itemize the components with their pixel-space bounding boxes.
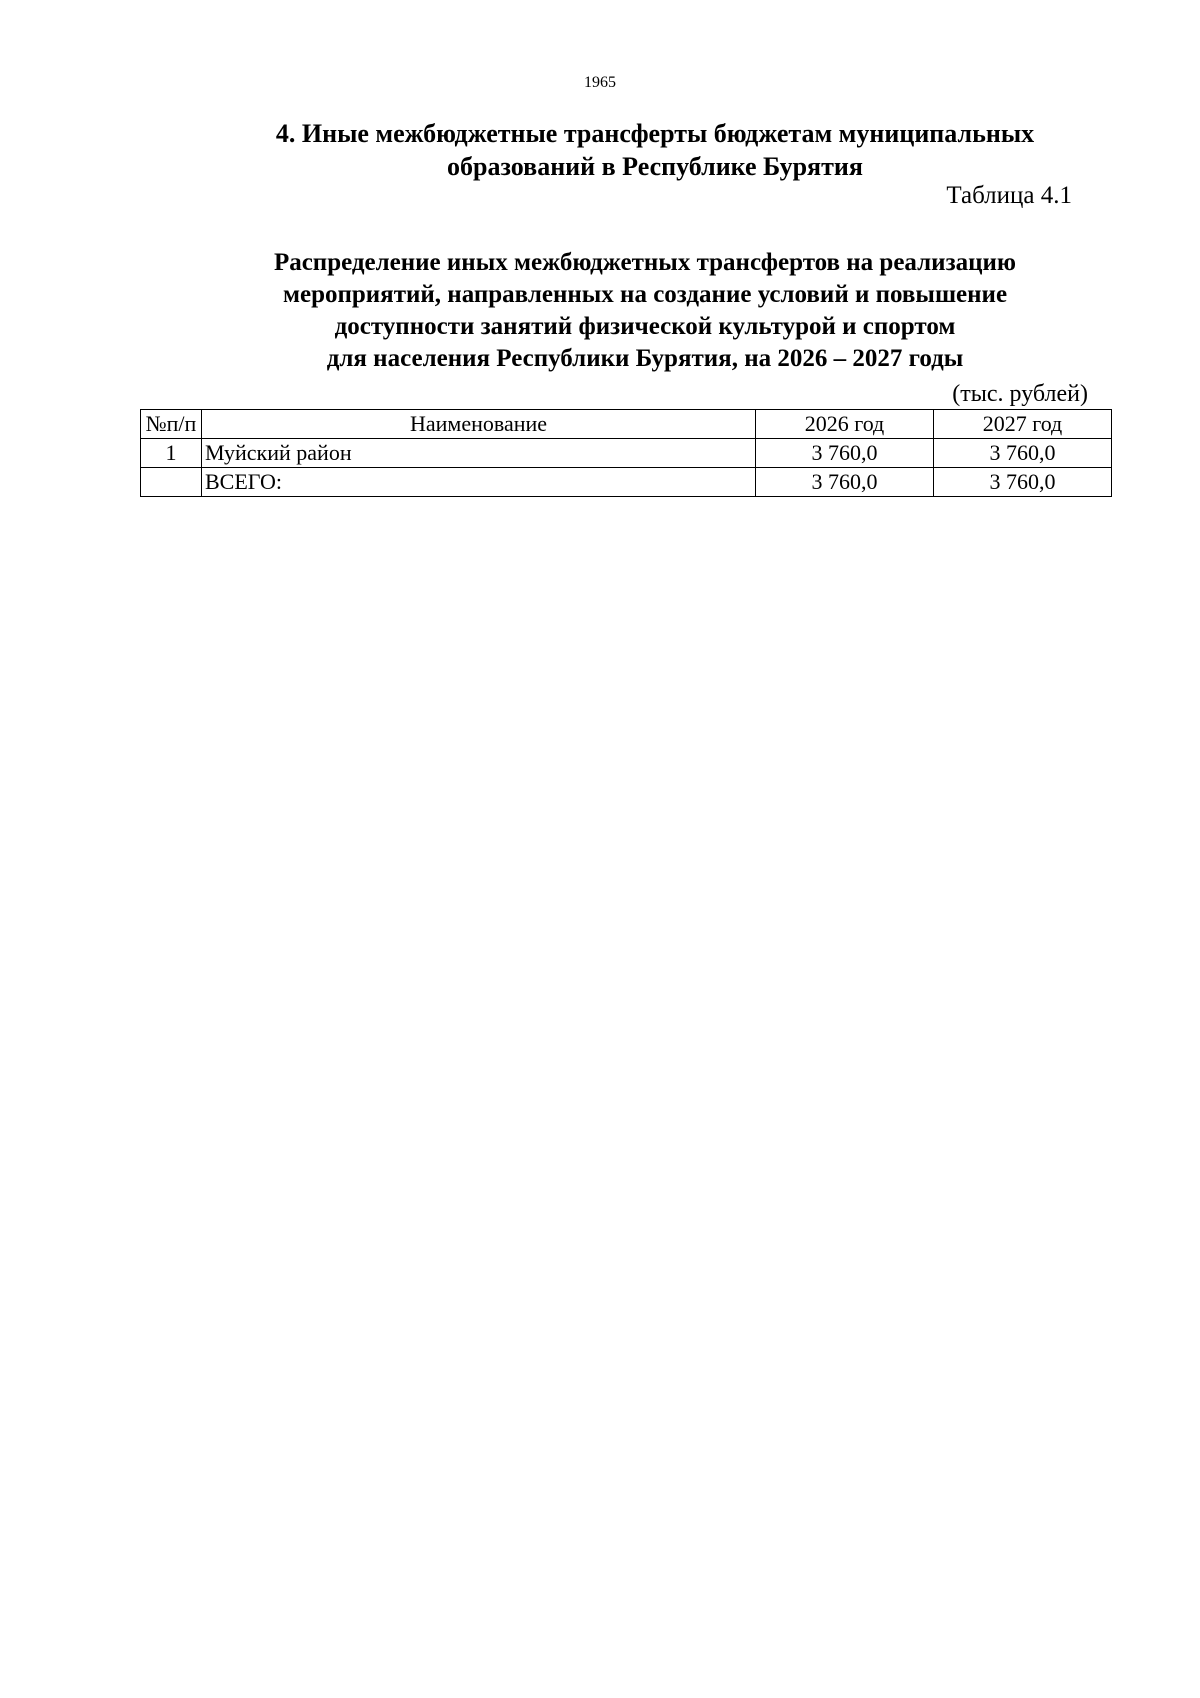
section-title-line-2: образований в Республике Бурятия [447,152,863,181]
header-name: Наименование [202,410,756,439]
table-caption-line-2: мероприятий, направленных на создание условий и повышение [282,281,1008,308]
table-caption-line-4: для населения Республики Бурятия, на 2026 – 2027 годы [326,345,964,372]
transfers-table [140,409,1112,497]
row-value-2027: 3 760,0 [934,439,1112,468]
row-name: ВСЕГО: [202,468,756,497]
section-title-line-1: 4. Иные межбюджетные трансферты бюджетам муниципальных [275,119,1035,148]
table-caption [204,247,1086,375]
table-label: Таблица 4.1 [946,182,1072,209]
header-number: №п/п [141,410,202,439]
section-title [212,117,1098,183]
header-year-2026: 2026 год [756,410,934,439]
row-value-2026: 3 760,0 [756,439,934,468]
row-value-2026: 3 760,0 [756,468,934,497]
table-caption-line-1: Распределение иных межбюджетных трансфертов на реализацию [273,249,1017,276]
row-value-2027: 3 760,0 [934,468,1112,497]
table-header-row [141,410,1112,439]
row-number [141,468,202,497]
header-year-2027: 2027 год [934,410,1112,439]
page-number: 1965 [584,74,616,91]
row-number: 1 [141,439,202,468]
table-row-total [141,468,1112,497]
units-label: (тыс. рублей) [952,381,1088,407]
table-row [141,439,1112,468]
table-caption-line-3: доступности занятий физической культурой и спортом [334,313,956,340]
row-name: Муйский район [202,439,756,468]
